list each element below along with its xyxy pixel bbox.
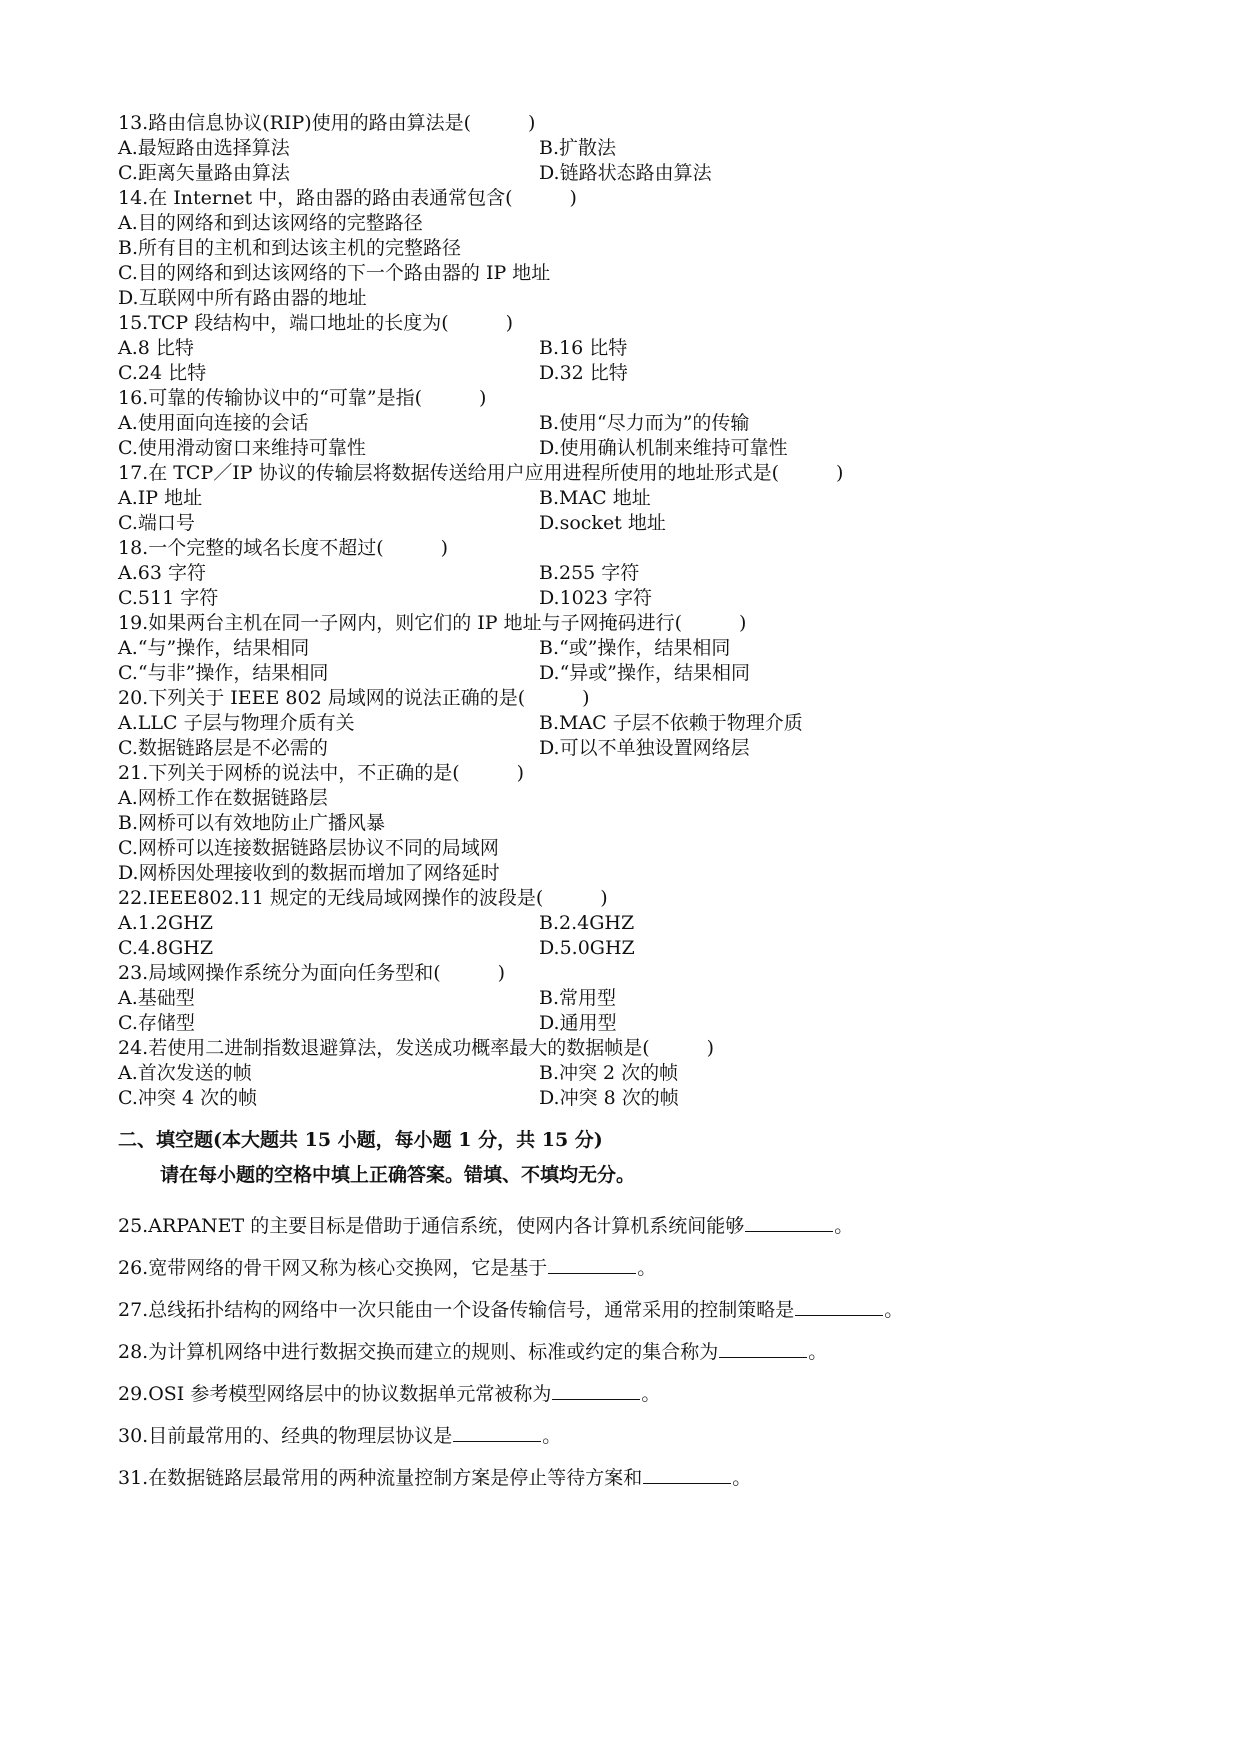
question-end: 。 — [884, 1299, 904, 1321]
option: C.511 字符 — [118, 587, 219, 609]
option: D.socket 地址 — [539, 512, 666, 534]
option-row — [118, 736, 1138, 761]
option: D.网桥因处理接收到的数据而增加了网络延时 — [118, 862, 500, 884]
option: A.首次发送的帧 — [118, 1062, 252, 1084]
option-row — [118, 986, 1138, 1011]
option: A.使用面向连接的会话 — [118, 412, 309, 434]
answer-blank — [795, 1297, 883, 1316]
option-row — [118, 336, 1138, 361]
option-row — [118, 586, 1138, 611]
fill-question — [118, 1213, 1198, 1239]
option: D.冲突 8 次的帧 — [539, 1087, 679, 1109]
option-row — [118, 436, 1138, 461]
answer-blank — [745, 1213, 833, 1232]
question-text: 29.OSI 参考模型网络层中的协议数据单元常被称为 — [118, 1383, 552, 1405]
option: B.MAC 地址 — [539, 487, 651, 509]
option: C.存储型 — [118, 1012, 195, 1034]
section-instruction: 请在每小题的空格中填上正确答案。错填、不填均无分。 — [160, 1164, 636, 1186]
option: D.可以不单独设置网络层 — [539, 737, 750, 759]
option: C.数据链路层是不必需的 — [118, 737, 328, 759]
answer-blank — [643, 1465, 731, 1484]
question-end: 。 — [542, 1425, 562, 1447]
option: B.16 比特 — [539, 337, 628, 359]
option: B.常用型 — [539, 987, 617, 1009]
option: C.距离矢量路由算法 — [118, 162, 290, 184]
question-stem: 21.下列关于网桥的说法中，不正确的是( ) — [118, 762, 525, 784]
option: B.扩散法 — [539, 137, 617, 159]
option: B.2.4GHZ — [539, 912, 635, 934]
option-row — [118, 561, 1138, 586]
option: B.MAC 子层不依赖于物理介质 — [539, 712, 803, 734]
option: C.4.8GHZ — [118, 937, 214, 959]
option-row — [118, 911, 1138, 936]
option: D.1023 字符 — [539, 587, 652, 609]
option: B.255 字符 — [539, 562, 640, 584]
option-row — [118, 486, 1138, 511]
question-text: 31.在数据链路层最常用的两种流量控制方案是停止等待方案和 — [118, 1467, 643, 1489]
option: D.32 比特 — [539, 362, 628, 384]
question-end: 。 — [808, 1341, 828, 1363]
multiple-choice-section — [118, 111, 1138, 1111]
option: C.目的网络和到达该网络的下一个路由器的 IP 地址 — [118, 262, 551, 284]
option: A.1.2GHZ — [118, 912, 213, 934]
question-stem: 14.在 Internet 中，路由器的路由表通常包含( ) — [118, 187, 577, 209]
option-row — [118, 936, 1138, 961]
option-row — [118, 411, 1138, 436]
option: B.网桥可以有效地防止广播风暴 — [118, 812, 386, 834]
question-stem: 20.下列关于 IEEE 802 局域网的说法正确的是( ) — [118, 687, 590, 709]
question-text: 26.宽带网络的骨干网又称为核心交换网，它是基于 — [118, 1257, 548, 1279]
option: A.目的网络和到达该网络的完整路径 — [118, 212, 423, 234]
option: C.网桥可以连接数据链路层协议不同的局域网 — [118, 837, 499, 859]
answer-blank — [552, 1381, 640, 1400]
option: B.“或”操作，结果相同 — [539, 637, 731, 659]
question-stem: 17.在 TCP／IP 协议的传输层将数据传送给用户应用进程所使用的地址形式是( ) — [118, 462, 844, 484]
option: A.最短路由选择算法 — [118, 137, 290, 159]
option: A.“与”操作，结果相同 — [118, 637, 310, 659]
option: D.互联网中所有路由器的地址 — [118, 287, 367, 309]
option-row — [118, 1086, 1138, 1111]
question-stem: 16.可靠的传输协议中的“可靠”是指( ) — [118, 387, 487, 409]
option-row — [118, 161, 1138, 186]
fill-question — [118, 1423, 1198, 1449]
fill-question — [118, 1297, 1198, 1323]
option: B.冲突 2 次的帧 — [539, 1062, 679, 1084]
option: C.使用滑动窗口来维持可靠性 — [118, 437, 366, 459]
option-row — [118, 711, 1138, 736]
fill-question — [118, 1339, 1198, 1365]
question-stem: 15.TCP 段结构中，端口地址的长度为( ) — [118, 312, 514, 334]
option: D.通用型 — [539, 1012, 617, 1034]
option-row — [118, 1061, 1138, 1086]
fill-question — [118, 1255, 1198, 1281]
question-stem: 18.一个完整的域名长度不超过( ) — [118, 537, 449, 559]
question-stem: 24.若使用二进制指数退避算法，发送成功概率最大的数据帧是( ) — [118, 1037, 715, 1059]
option: B.使用“尽力而为”的传输 — [539, 412, 750, 434]
question-end: 。 — [637, 1257, 657, 1279]
option: C.冲突 4 次的帧 — [118, 1087, 258, 1109]
question-end: 。 — [834, 1215, 854, 1237]
option: D.使用确认机制来维持可靠性 — [539, 437, 788, 459]
answer-blank — [719, 1339, 807, 1358]
answer-blank — [548, 1255, 636, 1274]
question-end: 。 — [641, 1383, 661, 1405]
option: A.8 比特 — [118, 337, 194, 359]
option: A.LLC 子层与物理介质有关 — [118, 712, 355, 734]
fill-question — [118, 1381, 1198, 1407]
option: D.5.0GHZ — [539, 937, 635, 959]
question-end: 。 — [732, 1467, 752, 1489]
option-row — [118, 661, 1138, 686]
option: D.“异或”操作，结果相同 — [539, 662, 751, 684]
option: C.端口号 — [118, 512, 195, 534]
question-stem: 19.如果两台主机在同一子网内，则它们的 IP 地址与子网掩码进行( ) — [118, 612, 747, 634]
option-row — [118, 1011, 1138, 1036]
option: A.网桥工作在数据链路层 — [118, 787, 328, 809]
option-row — [118, 511, 1138, 536]
question-text: 25.ARPANET 的主要目标是借助于通信系统，使网内各计算机系统间能够 — [118, 1215, 745, 1237]
option: B.所有目的主机和到达该主机的完整路径 — [118, 237, 462, 259]
option: C.24 比特 — [118, 362, 207, 384]
question-text: 28.为计算机网络中进行数据交换而建立的规则、标准或约定的集合称为 — [118, 1341, 719, 1363]
answer-blank — [453, 1423, 541, 1442]
option-row — [118, 636, 1138, 661]
question-text: 27.总线拓扑结构的网络中一次只能由一个设备传输信号，通常采用的控制策略是 — [118, 1299, 795, 1321]
option: A.基础型 — [118, 987, 195, 1009]
question-text: 30.目前最常用的、经典的物理层协议是 — [118, 1425, 453, 1447]
question-stem: 22.IEEE802.11 规定的无线局域网操作的波段是( ) — [118, 887, 608, 909]
option: A.IP 地址 — [118, 487, 203, 509]
option: C.“与非”操作，结果相同 — [118, 662, 329, 684]
question-stem: 13.路由信息协议(RIP)使用的路由算法是( ) — [118, 112, 536, 134]
option: A.63 字符 — [118, 562, 206, 584]
section-heading: 二、填空题(本大题共 15 小题，每小题 1 分，共 15 分) — [118, 1129, 603, 1151]
question-stem: 23.局域网操作系统分为面向任务型和( ) — [118, 962, 506, 984]
option-row — [118, 361, 1138, 386]
option: D.链路状态路由算法 — [539, 162, 712, 184]
option-row — [118, 136, 1138, 161]
fill-question — [118, 1465, 1198, 1491]
